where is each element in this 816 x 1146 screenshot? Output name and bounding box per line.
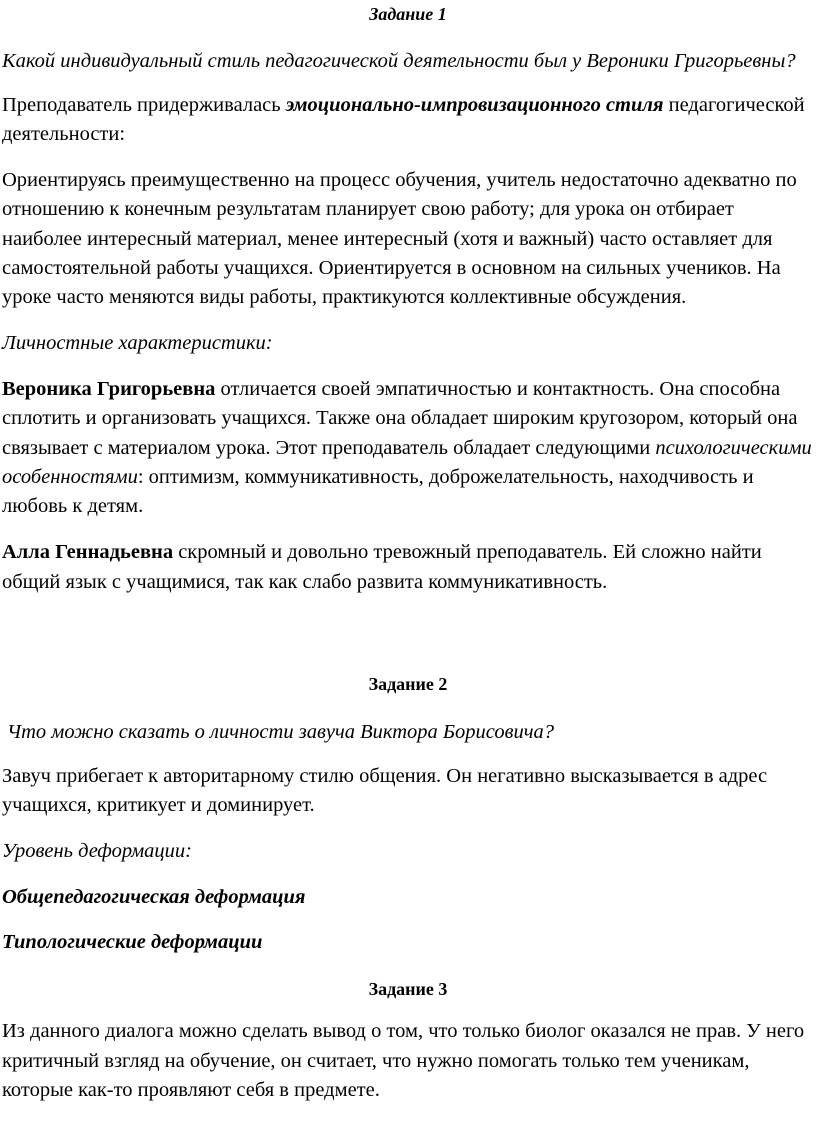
veronika-name: Вероника Григорьевна <box>2 377 216 400</box>
task1-style-intro: Преподаватель придерживалась <box>2 93 286 116</box>
task1-alla-paragraph <box>2 538 814 597</box>
veronika-traits-label: психологическими особенностями <box>2 436 812 488</box>
task3-answer: Из данного диалога можно сделать вывод о том, что только биолог оказался не прав. У него критичный взгляд на обучение, он считает, что нужно помогать только тем ученикам, которые как-то проявляют себя в предмете. <box>2 1020 805 1102</box>
task1-question: Какой индивидуальный стиль педагогической деятельности был у Вероники Григорьевны? <box>2 50 796 73</box>
task2-heading: Задание 2 <box>368 674 448 695</box>
task1-heading: Задание 1 <box>369 4 447 24</box>
veronika-text-b: : оптимизм, коммуникативность, доброжелательность, находчивость и любовь к детям. <box>2 465 754 518</box>
document-page <box>2 0 814 1105</box>
task3-heading: Задание 3 <box>368 979 448 1000</box>
task1-style-name: эмоционально-импровизационного стиля <box>285 93 664 116</box>
task1-style-description: Ориентируясь преимущественно на процесс обучения, учитель недостаточно адекватно по отношению к конечным результатам планирует свою работу; для урока он отбирает наиболее интересный материал, менее интересный (хотя и важный) часто оставляет для самостоятельной работы учащихся. Ориентируется в основном на сильных учеников. На уроке часто меняются виды работы, практикуются коллективные обсуждения. <box>2 169 797 309</box>
task1-veronika-paragraph <box>2 375 814 521</box>
task2-deformation-typological: Типологические деформации <box>2 930 263 953</box>
alla-text: скромный и довольно тревожный преподаватель. Ей сложно найти общий язык с учащимися, так как слабо развита коммуникативность. <box>2 541 762 593</box>
task2-deformation-general: Общепедагогическая деформация <box>2 885 306 908</box>
alla-name: Алла Геннадьевна <box>2 541 174 564</box>
task1-personal-label: Личностные характеристики: <box>2 331 273 354</box>
task2-answer: Завуч прибегает к авторитарному стилю общения. Он негативно высказывается в адрес учащихся, критикует и доминирует. <box>2 764 768 816</box>
task1-style-paragraph <box>2 91 814 150</box>
task2-deformation-label: Уровень деформации: <box>2 840 192 863</box>
task2-question: Что можно сказать о личности завуча Виктора Борисовича? <box>7 721 554 744</box>
task1-style-outro: педагогической деятельности: <box>2 93 805 145</box>
veronika-text-a: отличается своей эмпатичностью и контактность. Она способна сплотить и организовать учащихся. Также она обладает широким кругозором, который она связывает с материалом урока. Этот преподаватель обладает следующими <box>2 377 798 459</box>
